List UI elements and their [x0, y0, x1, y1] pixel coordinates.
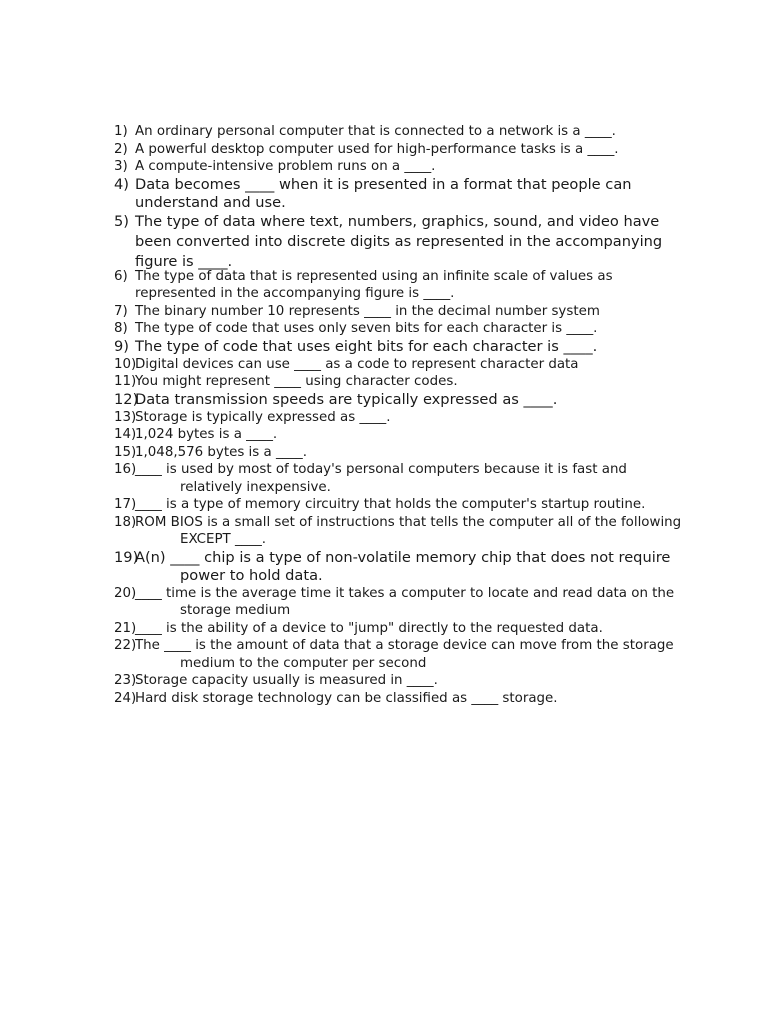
- question-number: 10): [114, 356, 137, 372]
- question-item: [114, 268, 684, 303]
- question-item: [114, 426, 684, 444]
- question-number: 23): [114, 673, 137, 688]
- question-number: 24): [114, 690, 137, 706]
- question-text: ____ time is the average time it takes a computer to locate and read data on the storage medium: [135, 585, 675, 618]
- question-item: [114, 373, 684, 391]
- question-text: Digital devices can use ____ as a code to represent character data: [135, 356, 579, 372]
- question-text: ROM BIOS is a small set of instructions that tells the computer all of the following EXCEPT ____.: [135, 514, 682, 547]
- question-item: [114, 690, 684, 708]
- question-item: [114, 338, 684, 356]
- question-number: 8): [114, 321, 128, 336]
- question-item: [114, 514, 684, 549]
- question-text: Hard disk storage technology can be classified as ____ storage.: [135, 690, 558, 706]
- question-text: The type of data that is represented using an infinite scale of values as represented in the accompanying figure is ____.: [135, 268, 613, 301]
- question-text: The type of code that uses eight bits for each character is ____.: [135, 337, 598, 355]
- question-number: 3): [114, 159, 128, 174]
- question-number: 12): [114, 390, 139, 408]
- question-item: [114, 549, 684, 585]
- question-text: Data transmission speeds are typically expressed as ____.: [135, 390, 558, 408]
- question-number: 20): [114, 585, 137, 601]
- question-number: 17): [114, 497, 137, 512]
- question-item: [114, 212, 684, 272]
- question-number: 6): [114, 268, 128, 284]
- question-item: [114, 409, 684, 427]
- question-text: A powerful desktop computer used for high-performance tasks is a ____.: [135, 141, 619, 157]
- question-item: [114, 176, 684, 212]
- question-number: 16): [114, 462, 137, 477]
- question-text: A compute-intensive problem runs on a ____.: [135, 159, 436, 174]
- question-text: 1,024 bytes is a ____.: [135, 427, 278, 442]
- question-item: [114, 320, 684, 338]
- question-text: The type of data where text, numbers, graphics, sound, and video have been converted into discrete digits as represented in the accompanying figure is ____.: [135, 212, 663, 270]
- question-item: [114, 123, 684, 141]
- question-text: ____ is a type of memory circuitry that holds the computer's startup routine.: [135, 497, 646, 512]
- question-text: ____ is used by most of today's personal computers because it is fast and relatively inexpensive.: [135, 462, 627, 495]
- question-item: [114, 158, 684, 176]
- question-item: [114, 444, 684, 462]
- question-number: 15): [114, 444, 137, 460]
- question-number: 5): [114, 212, 129, 230]
- question-number: 4): [114, 175, 129, 193]
- question-item: [114, 585, 684, 620]
- question-item: [114, 620, 684, 638]
- question-text: The type of code that uses only seven bits for each character is ____.: [135, 321, 598, 336]
- question-text: The binary number 10 represents ____ in the decimal number system: [135, 303, 600, 319]
- question-text: You might represent ____ using character codes.: [135, 374, 458, 389]
- question-number: 7): [114, 303, 128, 319]
- question-item: [114, 637, 684, 672]
- question-item: [114, 356, 684, 374]
- question-list: [114, 123, 684, 707]
- question-number: 13): [114, 409, 137, 425]
- question-text: Storage is typically expressed as ____.: [135, 409, 391, 425]
- question-item: [114, 672, 684, 690]
- question-number: 18): [114, 514, 137, 530]
- question-text: An ordinary personal computer that is connected to a network is a ____.: [135, 124, 616, 139]
- question-number: 22): [114, 638, 137, 653]
- question-number: 11): [114, 374, 137, 389]
- question-number: 1): [114, 124, 128, 139]
- question-number: 14): [114, 427, 137, 442]
- question-text: ____ is the ability of a device to "jump" directly to the requested data.: [135, 620, 603, 636]
- question-text: Storage capacity usually is measured in ____.: [135, 673, 438, 688]
- question-item: [114, 303, 684, 321]
- question-text: 1,048,576 bytes is a ____.: [135, 444, 308, 460]
- question-number: 9): [114, 337, 129, 355]
- question-item: [114, 461, 684, 496]
- question-item: [114, 141, 684, 159]
- question-number: 19): [114, 548, 139, 566]
- question-number: 21): [114, 620, 137, 636]
- question-item: [114, 496, 684, 514]
- question-number: 2): [114, 141, 128, 157]
- question-text: A(n) ____ chip is a type of non-volatile memory chip that does not require power to hold data.: [135, 548, 671, 584]
- question-text: Data becomes ____ when it is presented in a format that people can understand and use.: [135, 175, 632, 211]
- question-item: [114, 391, 684, 409]
- question-text: The ____ is the amount of data that a storage device can move from the storage medium to the computer per second: [135, 638, 674, 671]
